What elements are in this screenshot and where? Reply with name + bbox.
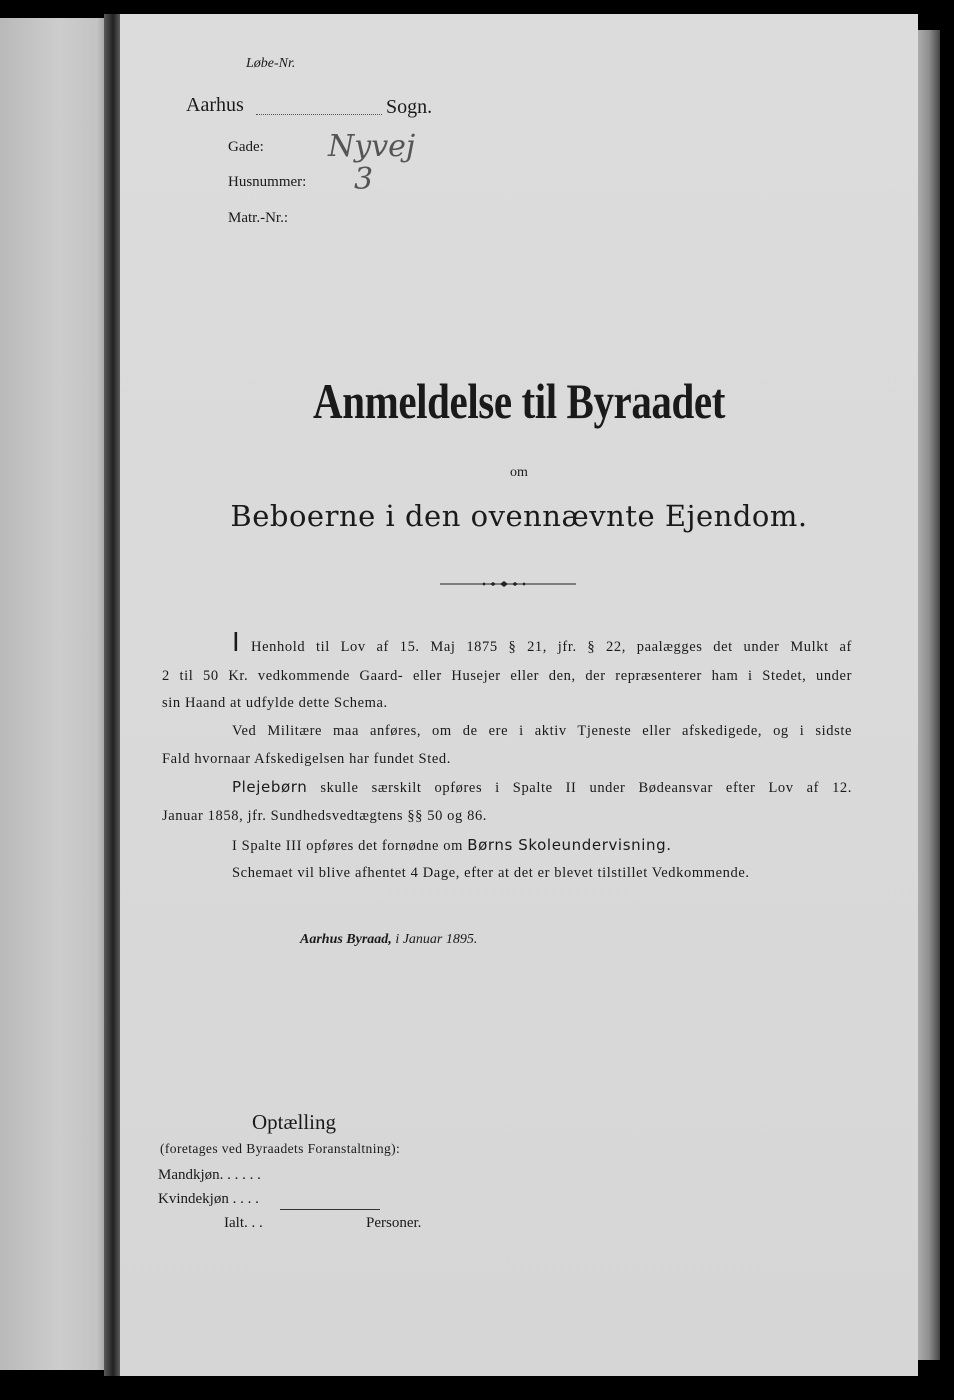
husnummer-label: Husnummer: bbox=[228, 174, 307, 190]
sum-line bbox=[280, 1209, 380, 1210]
paragraph-2-line-2: Fald hvornaar Afskedigelsen har fundet Sted. bbox=[162, 751, 451, 767]
male-count-label: Mandkjøn. . . . . . bbox=[158, 1167, 261, 1183]
left-page-edge bbox=[0, 18, 108, 1370]
paragraph-5: Schemaet vil blive afhentet 4 Dage, efter at det er blevet tilstillet Vedkommende. bbox=[232, 865, 750, 881]
skoleundervisning-emphasis: Børns Skoleundervisning. bbox=[467, 836, 672, 854]
total-label: Ialt. . . bbox=[224, 1215, 263, 1231]
gade-handwritten-value: Nyvej bbox=[328, 129, 416, 164]
matr-label: Matr.-Nr.: bbox=[228, 210, 288, 226]
paragraph-1-line-3: sin Haand at udfylde dette Schema. bbox=[162, 695, 388, 711]
sogn-label: Sogn. bbox=[386, 96, 433, 118]
count-title: Optælling bbox=[252, 1110, 337, 1134]
signature-org: Aarhus Byraad, bbox=[300, 932, 392, 947]
female-count-label: Kvindekjøn . . . . bbox=[158, 1191, 259, 1207]
plejeborn-emphasis: Plejebørn bbox=[232, 778, 308, 796]
ornament-divider bbox=[440, 579, 576, 589]
paragraph-1-line-1: I Henhold til Lov af 15. Maj 1875 § 21, jfr. § 22, paalægges det under Mulkt af bbox=[232, 628, 852, 658]
paragraph-1-line-2: 2 til 50 Kr. vedkommende Gaard- eller Husejer eller den, der repræsenterer ham i Stedet, under bbox=[162, 668, 852, 684]
lobe-nr-label: Løbe-Nr. bbox=[246, 56, 296, 71]
main-title: Anmeldelse til Byraadet bbox=[313, 373, 725, 429]
signature-line bbox=[300, 932, 477, 948]
paragraph-2-line-1: Ved Militære maa anføres, om de ere i aktiv Tjeneste eller afskedigede, og i sidste bbox=[232, 723, 852, 739]
paragraph-3-line-2: Januar 1858, jfr. Sundhedsvedtægtens §§ 50 og 86. bbox=[162, 808, 488, 824]
title-connector: om bbox=[510, 465, 528, 480]
persons-label: Personer. bbox=[366, 1215, 422, 1231]
paragraph-3-line-1: Plejebørn skulle særskilt opføres i Spalte II under Bødeansvar efter Lov af 12. bbox=[232, 778, 852, 796]
document-page bbox=[120, 14, 918, 1376]
paragraph-4: I Spalte III opføres det fornødne om Børns Skoleundervisning. bbox=[232, 836, 672, 854]
gade-label: Gade: bbox=[228, 139, 264, 155]
city-label: Aarhus bbox=[186, 94, 244, 116]
sogn-dotted-line bbox=[256, 114, 382, 115]
count-subtitle: (foretages ved Byraadets Foranstaltning): bbox=[160, 1141, 401, 1156]
subtitle: Beboerne i den ovennævnte Ejendom. bbox=[230, 499, 808, 533]
signature-date: i Januar 1895. bbox=[395, 932, 478, 947]
husnummer-handwritten-value: 3 bbox=[354, 162, 374, 197]
dropcap: I bbox=[232, 628, 241, 658]
